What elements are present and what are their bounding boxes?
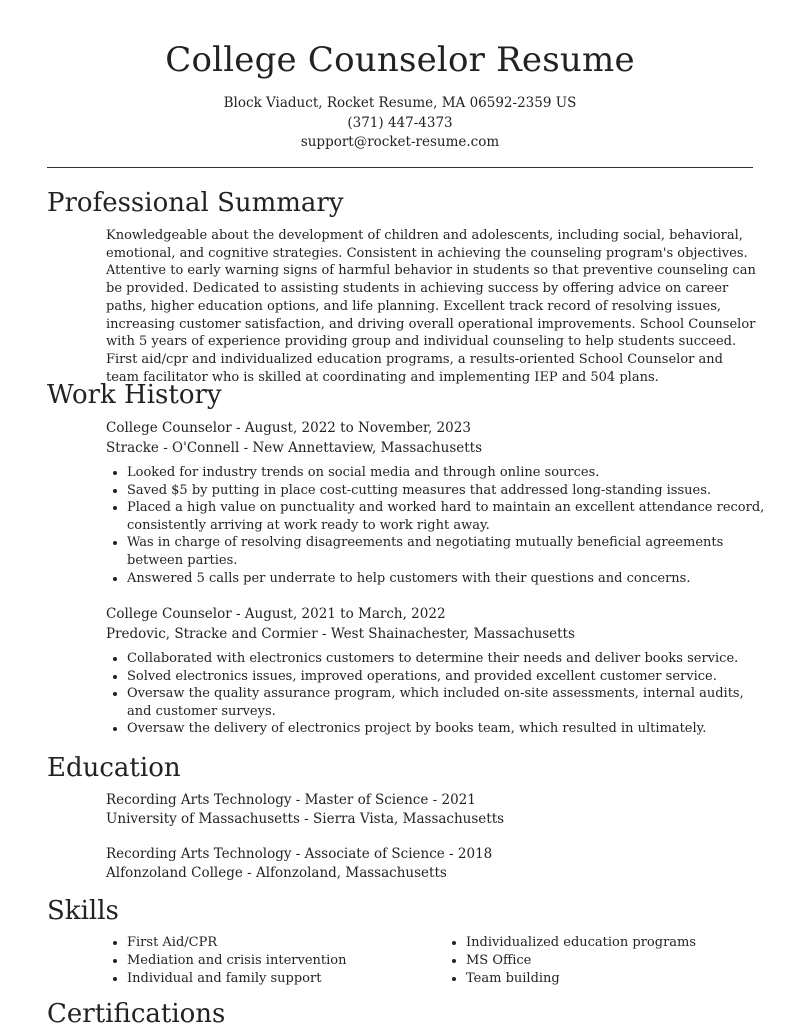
list-item: • Mediation and crisis intervention <box>127 952 425 970</box>
degree-line: Recording Arts Technology - Master of Science - 2021 <box>106 792 476 808</box>
list-item: • Solved electronics issues, improved operations, and provided excellent customer service. <box>127 668 766 686</box>
list-item: • First Aid/CPR <box>127 934 425 952</box>
contact-email: support@rocket-resume.com <box>300 134 500 150</box>
skills-list <box>106 934 766 987</box>
job-duties-list <box>106 650 766 738</box>
list-item: • Team building <box>466 970 764 988</box>
list-item: • Oversaw the quality assurance program, which included on-site assessments, internal audits, and customer surveys. <box>127 685 766 720</box>
list-item: • Oversaw the delivery of electronics project by books team, which resulted in ultimately. <box>127 720 766 738</box>
job-title-dates: College Counselor - August, 2021 to March, 2022 <box>106 606 446 622</box>
contact-block <box>0 94 800 153</box>
degree-line: Recording Arts Technology - Associate of Science - 2018 <box>106 846 493 862</box>
contact-phone: (371) 447-4373 <box>347 114 453 131</box>
work-entry <box>106 419 766 587</box>
skills-column-left <box>106 934 425 987</box>
school-line: Alfonzoland College - Alfonzoland, Massachusetts <box>106 865 447 881</box>
header-divider <box>47 167 753 168</box>
summary-text: Knowledgeable about the development of children and adolescents, including social, behavioral, emotional, and cognitive strategies. Consistent in achieving the counseling program's objectives. Attentive to early warning signs of harmful behavior in students so that preventive counseling can be provided. Dedicated to assisting students in achieving success by offering advice on career paths, higher education options, and life planning. Excellent track record of resolving issues, increasing customer satisfaction, and driving overall operational improvements. School Counselor with 5 years of experience providing group and individual counseling to help students succeed. First aid/cpr and individualized education programs, a results-oriented School Counselor and team facilitator who is skilled at coordinating and implementing IEP and 504 plans. <box>106 228 756 385</box>
skills-column-right <box>445 934 764 987</box>
section-heading-summary: Professional Summary <box>47 188 344 218</box>
list-item: • Answered 5 calls per underrate to help customers with their questions and concerns. <box>127 570 766 588</box>
education-entry <box>106 845 766 883</box>
school-line: University of Massachusetts - Sierra Vista, Massachusetts <box>106 811 505 827</box>
list-item: • MS Office <box>466 952 764 970</box>
job-duties-list <box>106 464 766 587</box>
list-item: • Collaborated with electronics customers to determine their needs and deliver books service. <box>127 650 766 668</box>
section-heading-certifications: Certifications <box>47 999 226 1029</box>
section-heading-work: Work History <box>47 380 222 410</box>
contact-address: Block Viaduct, Rocket Resume, MA 06592-2359 US <box>223 95 577 111</box>
section-heading-education: Education <box>47 753 181 783</box>
job-employer-location: Predovic, Stracke and Cormier - West Shainachester, Massachusetts <box>106 625 575 642</box>
job-employer-location: Stracke - O'Connell - New Annettaview, Massachusetts <box>106 439 483 456</box>
list-item: • Individualized education programs <box>466 934 764 952</box>
job-title-dates: College Counselor - August, 2022 to November, 2023 <box>106 420 471 436</box>
resume-title: College Counselor Resume <box>165 40 635 80</box>
list-item: • Was in charge of resolving disagreements and negotiating mutually beneficial agreements between parties. <box>127 534 766 569</box>
education-entry <box>106 791 766 829</box>
list-item: • Placed a high value on punctuality and worked hard to maintain an excellent attendance record, consistently arriving at work ready to work right away. <box>127 499 766 534</box>
list-item: • Individual and family support <box>127 970 425 988</box>
list-item: • Saved $5 by putting in place cost-cutting measures that addressed long-standing issues. <box>127 482 766 500</box>
work-entry <box>106 605 766 738</box>
list-item: • Looked for industry trends on social media and through online sources. <box>127 464 766 482</box>
section-heading-skills: Skills <box>47 896 119 926</box>
